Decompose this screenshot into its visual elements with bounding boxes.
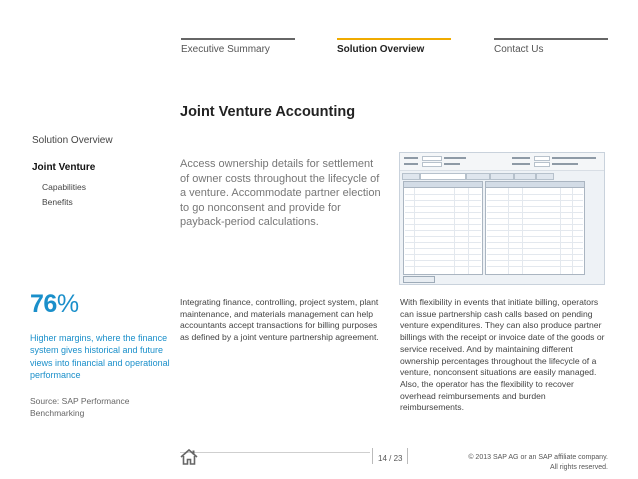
sidebar-item-capabilities[interactable]: Capabilities [42,182,86,192]
app-screenshot-image [399,152,605,285]
home-icon[interactable] [179,447,199,467]
nav-executive-summary[interactable]: Executive Summary [181,44,270,55]
body-column-3: With flexibility in events that initiate billing, operators can issue partnership cash calls based on pending venture expenditures. They can also produce partner billings with the receipt or invoice date of the goods or service received. And by maintaining different ownership percentages throughout the lifecycle of a venture, nonconsent situations are easily managed. Also, the operator has the flexibility to recover overhead reimbursements and burden reimbursements. [400,297,605,413]
screenshot-left-table [403,181,483,275]
stat-description: Higher margins, where the finance system gives historical and future views into financial and operational performance [30,333,170,381]
nav-solution-overview[interactable]: Solution Overview [337,44,425,55]
copyright-line-2: All rights reserved. [550,464,608,471]
stat-source: Source: SAP Performance Benchmarking [30,396,130,418]
nav-underline-solution-overview [337,38,451,40]
nav-underline-executive-summary [181,38,295,40]
stat-unit: % [56,290,79,318]
stat-value [30,290,79,319]
stat-number: 76 [30,290,57,318]
lead-paragraph: Access ownership details for settlement of owner costs throughout the lifecycle of a venture. Accommodate partner election to go nonconsent and provide for payback-period calculations. [180,158,381,229]
sidebar-item-joint-venture[interactable]: Joint Venture [32,162,96,173]
screenshot-right-table [485,181,585,275]
footer-divider-left [180,452,370,453]
screenshot-header [400,153,604,171]
nav-underline-contact-us [494,38,608,40]
copyright-line-1: © 2013 SAP AG or an SAP affiliate company. [468,454,608,461]
copyright [468,453,608,473]
screenshot-tabs [402,173,602,179]
sidebar-item-benefits[interactable]: Benefits [42,197,73,207]
page-indicator: 14 / 23 [378,454,403,463]
page-title: Joint Venture Accounting [180,104,356,120]
body-column-2: Integrating finance, controlling, project system, plant maintenance, and materials management can help accountants accept transactions for billing purposes as defined by a joint venture partnership agreement. [180,297,379,343]
sidebar-section-label[interactable]: Solution Overview [32,135,113,146]
screenshot-button [403,276,435,283]
nav-contact-us[interactable]: Contact Us [494,44,544,55]
